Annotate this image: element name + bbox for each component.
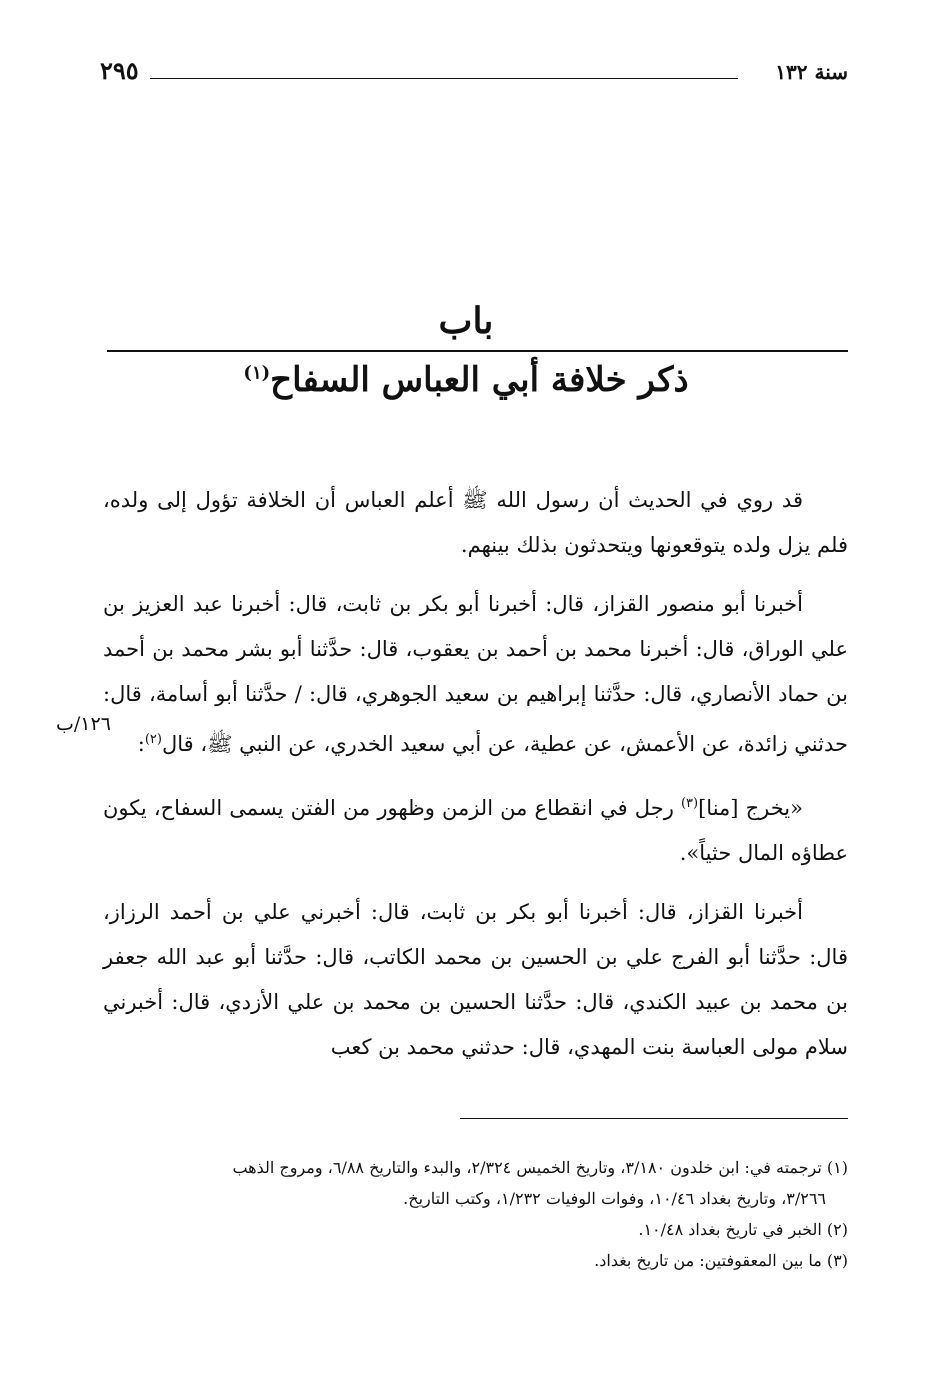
page-header <box>100 56 848 92</box>
manuscript-folio-note: ١٢٦/ب <box>56 713 111 735</box>
footnotes <box>103 1152 848 1276</box>
paragraph-1: قد روي في الحديث أن رسول الله ﷺ أعلم العباس أن الخلافة تؤول إلى ولده، فلم يزل ولده يتوقعونها ويتحدثون بذلك بينهم. <box>103 488 848 557</box>
footnote-1: (١) ترجمته في: ابن خلدون ٣/١٨٠، وتاريخ الخميس ٢/٣٢٤، والبدء والتاريخ ٦/٨٨، ومروج الذهب <box>232 1158 848 1177</box>
chapter-rule <box>107 350 848 352</box>
body-text <box>103 478 848 1070</box>
chapter-title-note: (١) <box>243 362 271 384</box>
footnote-1-continuation: ٣/٢٦٦، وتاريخ بغداد ١٠/٤٦، وفوات الوفيات ١/٢٣٢، وكتب التاريخ. <box>403 1189 826 1208</box>
paragraph-4: أخبرنا القزاز، قال: أخبرنا أبو بكر بن ثابت، قال: أخبرني علي بن أحمد الرزاز، قال: حدَّثنا أبو الفرج علي بن الحسين بن محمد الكاتب، قال: حدَّثنا أبو عبد الله جعفر بن محمد بن عبيد الكندي، قال: حدَّثنا الحسين بن محمد بن علي الأزدي، قال: أخبرني سلام مولى العباسة بنت المهدي، قال: حدثني محمد بن كعب <box>103 900 848 1059</box>
paragraph-3 <box>103 781 848 876</box>
paragraph-3-text: رجل في انقطاع من الزمن وظهور من الفتن يسمى السفاح، يكون عطاؤه المال حثياً». <box>103 796 848 865</box>
chapter-title-text: ذكر خلافة أبي العباس السفاح <box>270 360 689 400</box>
paragraph-2-end: : <box>137 732 145 756</box>
footnote-ref-2: (٢) <box>144 732 162 747</box>
footnote-ref-3: (٣) <box>680 796 699 811</box>
chapter-title <box>0 360 932 400</box>
footnote-rule <box>460 1118 848 1119</box>
footnote-2: (٢) الخبر في تاريخ بغداد ١٠/٤٨. <box>638 1220 848 1239</box>
paragraph-2-text: أخبرنا أبو منصور القزاز، قال: أخبرنا أبو بكر بن ثابت، قال: أخبرنا عبد العزيز بن علي الوراق، قال: أخبرنا محمد بن أحمد بن يعقوب، قال: حدَّثنا أبو بشر محمد بن أحمد بن حماد الأنصاري، قال: حدَّثنا إبراهيم بن سعيد الجوهري، قال: / حدَّثنا أبو أسامة، قال: حدثني زائدة، عن الأعمش، عن عطية، عن أبي سعيد الخدري، عن النبي ﷺ، قال <box>103 592 848 756</box>
paragraph-3-start: «يخرج [منا] <box>698 796 804 820</box>
page-number: ٢٩٥ <box>100 56 139 85</box>
footnote-3: (٣) ما بين المعقوفتين: من تاريخ بغداد. <box>594 1251 848 1270</box>
paragraph-2 <box>103 582 848 767</box>
chapter-label: باب <box>438 300 494 342</box>
header-rule <box>150 78 738 79</box>
running-title: سنة ١٣٢ <box>775 60 848 84</box>
